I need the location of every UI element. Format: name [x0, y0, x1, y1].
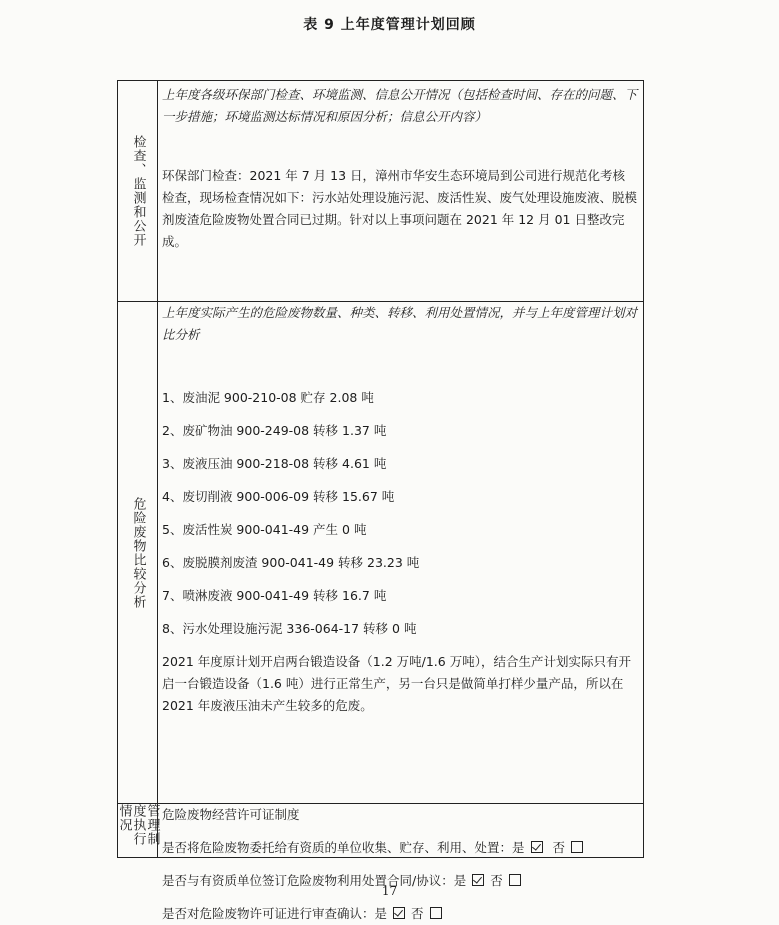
yes-label: 是: [512, 840, 525, 855]
inspection-body: [162, 81, 637, 301]
waste-item: 6、废脱膜剂废渣 900-041-49 转移 23.23 吨: [162, 555, 420, 570]
no-checkbox[interactable]: [571, 841, 583, 853]
yes-label: 是: [453, 873, 467, 888]
no-checkbox[interactable]: [430, 907, 442, 919]
no-label: 否: [411, 906, 424, 921]
waste-item: 1、废油泥 900-210-08 贮存 2.08 吨: [162, 390, 374, 405]
waste-item: 8、污水处理设施污泥 336-064-17 转移 0 吨: [162, 621, 417, 636]
question-text: 是否将危险废物委托给有资质的单位收集、贮存、利用、处置：: [162, 840, 513, 855]
page-number: 17: [381, 884, 398, 898]
waste-item: 4、废切削液 900-006-09 转移 15.67 吨: [162, 489, 395, 504]
waste-header: 危险废物比较分析: [130, 496, 146, 609]
inspection-header: 检查、监测和公开: [130, 135, 146, 247]
question-row: [162, 837, 637, 859]
inspection-instruction: 上年度各级环保部门检查、环境监测、信息公开情况（包括检查时间、存在的问题、下一步措施；环境监测达标情况和原因分析；信息公开内容）: [162, 87, 638, 124]
waste-row: [118, 302, 643, 804]
management-header: 管理制度执行情况: [116, 804, 160, 846]
yes-label: 是: [374, 906, 388, 921]
waste-item: 2、废矿物油 900-249-08 转移 1.37 吨: [162, 423, 387, 438]
management-subtitle: 危险废物经营许可证制度: [162, 807, 300, 822]
waste-item: 5、废活性炭 900-041-49 产生 0 吨: [162, 522, 367, 537]
waste-body: [162, 302, 637, 803]
question-text: 是否对危险废物许可证进行审查确认：: [162, 906, 375, 921]
question-text: 是否与有资质单位签订危险废物利用处置合同/协议：: [162, 873, 454, 888]
yes-checkbox[interactable]: [531, 841, 543, 853]
inspection-content: 环保部门检查：2021 年 7 月 13 日，漳州市华安生态环境局到公司进行规范化考核检查，现场检查情况如下：污水站处理设施污泥、废活性炭、废气处理设施废液、脱模剂废渣危险废物处置合同已过期。针对以上事项问题在 2021 年 12 月 01 日整改完成。: [162, 168, 638, 249]
review-table: [116, 80, 644, 921]
waste-item: 3、废液压油 900-218-08 转移 4.61 吨: [162, 456, 387, 471]
waste-note: 2021 年度原计划开启两台锻造设备（1.2 万吨/1.6 万吨），结合生产计划实际只有开启一台锻造设备（1.6 吨）进行正常生产，另一台只是做简单打样少量产品，所以在 2021 年废液压油未产生较多的危废。: [162, 654, 631, 713]
inspection-header-cell: [118, 81, 158, 301]
no-label: 否: [490, 873, 503, 888]
yes-checkbox[interactable]: [393, 907, 405, 919]
page-title: 表 9 上年度管理计划回顾: [303, 17, 476, 33]
inspection-row: [118, 81, 643, 302]
waste-instruction: 上年度实际产生的危险废物数量、种类、转移、利用处置情况，并与上年度管理计划对比分析: [162, 305, 638, 342]
no-label: 否: [552, 840, 565, 855]
question-row: [162, 903, 637, 925]
waste-item: 7、喷淋废液 900-041-49 转移 16.7 吨: [162, 588, 387, 603]
management-header-cell: [118, 804, 158, 857]
waste-header-cell: [118, 302, 158, 803]
